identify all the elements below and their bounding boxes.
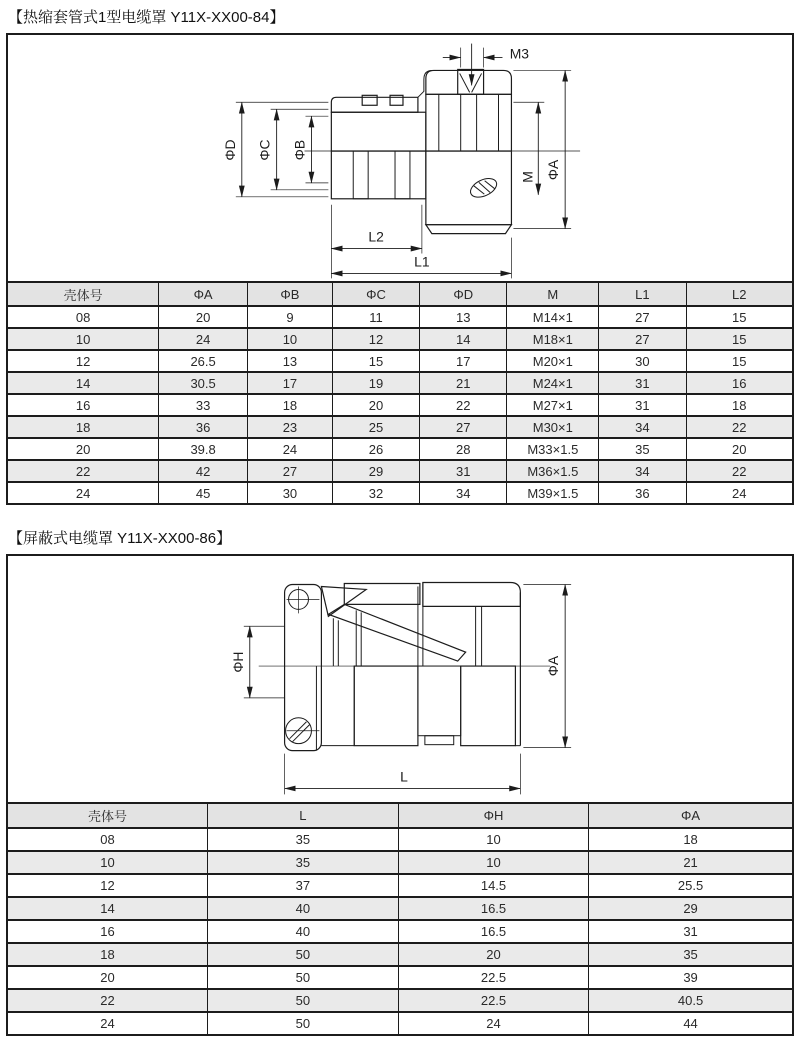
- table-row: [7, 851, 793, 874]
- cell: 21: [589, 851, 793, 874]
- cell: 40: [207, 897, 398, 920]
- cell: 13: [248, 350, 333, 372]
- cell: 21: [420, 372, 507, 394]
- cell: 15: [686, 306, 793, 328]
- cell: 35: [589, 943, 793, 966]
- cell: M27×1: [507, 394, 599, 416]
- header-row: [7, 803, 793, 828]
- rib-section-2: [461, 666, 516, 746]
- cell: 15: [686, 350, 793, 372]
- cell: 14: [7, 372, 159, 394]
- header-cell: ΦB: [248, 282, 333, 306]
- cell: 24: [686, 482, 793, 504]
- dimension-m3: [443, 44, 530, 86]
- cell: 24: [159, 328, 248, 350]
- table-row: [7, 482, 793, 504]
- l2-label: L2: [368, 228, 384, 245]
- cell: M30×1: [507, 416, 599, 438]
- cell: 10: [398, 828, 588, 851]
- technical-drawing-84-frame: [6, 33, 794, 283]
- table-row: [7, 306, 793, 328]
- dimension-l1: [331, 238, 511, 279]
- table-row: [7, 460, 793, 482]
- table-row: [7, 828, 793, 851]
- shell-size-table-86: [6, 802, 794, 1036]
- cell: M20×1: [507, 350, 599, 372]
- dimension-l2: [331, 205, 422, 279]
- cell: 14: [7, 897, 207, 920]
- table-row: [7, 372, 793, 394]
- cell: 18: [248, 394, 333, 416]
- cell: 19: [332, 372, 419, 394]
- cell: 39.8: [159, 438, 248, 460]
- m-label: M: [519, 171, 536, 183]
- cell: 33: [159, 394, 248, 416]
- table-row: [7, 416, 793, 438]
- header-cell: ΦH: [398, 803, 588, 828]
- seal-ring-mark: [468, 175, 500, 201]
- cell: 25.5: [589, 874, 793, 897]
- cell: 24: [7, 1012, 207, 1035]
- cell: 17: [248, 372, 333, 394]
- sleeve-body: [331, 70, 431, 198]
- table-row: [7, 874, 793, 897]
- cell: 12: [7, 874, 207, 897]
- cell: 34: [599, 416, 686, 438]
- cell: 24: [248, 438, 333, 460]
- header-cell: ΦA: [159, 282, 248, 306]
- cell: 14: [420, 328, 507, 350]
- cell: 13: [420, 306, 507, 328]
- l1-label: L1: [414, 253, 430, 270]
- cell: M39×1.5: [507, 482, 599, 504]
- table-row: [7, 328, 793, 350]
- phiB-label: ΦB: [291, 139, 308, 161]
- phiA-label: ΦA: [545, 655, 562, 677]
- cell: M24×1: [507, 372, 599, 394]
- cell: 11: [332, 306, 419, 328]
- cell: 24: [7, 482, 159, 504]
- cell: 26: [332, 438, 419, 460]
- header-cell: L: [207, 803, 398, 828]
- cell: 10: [398, 851, 588, 874]
- table-row: [7, 989, 793, 1012]
- cell: 15: [332, 350, 419, 372]
- rib-section-1: [354, 666, 418, 746]
- cell: 16: [7, 920, 207, 943]
- shell-size-table-84: [6, 281, 794, 505]
- table-row: [7, 920, 793, 943]
- table-row: [7, 350, 793, 372]
- cell: 20: [159, 306, 248, 328]
- cell: 31: [599, 372, 686, 394]
- cell: 37: [207, 874, 398, 897]
- cell: 31: [599, 394, 686, 416]
- header-cell: L2: [686, 282, 793, 306]
- cell: 20: [7, 966, 207, 989]
- cell: 18: [589, 828, 793, 851]
- cell: 20: [7, 438, 159, 460]
- table-row: [7, 394, 793, 416]
- header-cell: L1: [599, 282, 686, 306]
- cell: 16: [686, 372, 793, 394]
- cell: 28: [420, 438, 507, 460]
- cell: 30: [599, 350, 686, 372]
- cell: 42: [159, 460, 248, 482]
- dimension-phiA: [513, 70, 571, 228]
- cell: 50: [207, 943, 398, 966]
- cell: 36: [599, 482, 686, 504]
- clamp-body: [321, 666, 520, 746]
- dimension-m: [513, 102, 544, 195]
- cell: 36: [159, 416, 248, 438]
- cell: M14×1: [507, 306, 599, 328]
- cell: 27: [599, 306, 686, 328]
- technical-drawing-86-frame: [6, 554, 794, 804]
- l-label: L: [400, 768, 408, 785]
- header-cell: M: [507, 282, 599, 306]
- cell: 22: [686, 460, 793, 482]
- cell: 35: [207, 851, 398, 874]
- cell: 22: [686, 416, 793, 438]
- cell: 34: [420, 482, 507, 504]
- cell: 22: [7, 989, 207, 1012]
- table-row: [7, 966, 793, 989]
- m3-label: M3: [509, 45, 530, 62]
- cell: 23: [248, 416, 333, 438]
- cell: 22.5: [398, 989, 588, 1012]
- cell: 45: [159, 482, 248, 504]
- cell: 24: [398, 1012, 588, 1035]
- cell: 16: [7, 394, 159, 416]
- header-cell: ΦA: [589, 803, 793, 828]
- phiA-label: ΦA: [545, 159, 562, 181]
- cell: 44: [589, 1012, 793, 1035]
- cell: 18: [686, 394, 793, 416]
- dimension-phiH: [230, 626, 285, 698]
- cell: 50: [207, 1012, 398, 1035]
- section2-title: 【屏蔽式电缆罩 Y11X-XX00-86】: [8, 530, 232, 547]
- cell: 32: [332, 482, 419, 504]
- cell: 50: [207, 966, 398, 989]
- cell: 08: [7, 306, 159, 328]
- cell: 34: [599, 460, 686, 482]
- cell: 18: [7, 416, 159, 438]
- table-row: [7, 897, 793, 920]
- cell: 18: [7, 943, 207, 966]
- table-row: [7, 943, 793, 966]
- section1-title: 【热缩套管式1型电缆罩 Y11X-XX00-84】: [8, 9, 285, 26]
- cell: 29: [332, 460, 419, 482]
- cell: 14.5: [398, 874, 588, 897]
- cell: 31: [420, 460, 507, 482]
- cell: 16.5: [398, 897, 588, 920]
- cell: 30: [248, 482, 333, 504]
- cell: 27: [248, 460, 333, 482]
- cell: 40.5: [589, 989, 793, 1012]
- cell: 31: [589, 920, 793, 943]
- dimension-l: [285, 754, 521, 795]
- cell: 17: [420, 350, 507, 372]
- cell: 35: [599, 438, 686, 460]
- technical-drawing-84: [8, 35, 792, 281]
- knurl-section: [426, 151, 512, 225]
- cell: M33×1.5: [507, 438, 599, 460]
- cell: 12: [332, 328, 419, 350]
- cell: 20: [398, 943, 588, 966]
- cell: 29: [589, 897, 793, 920]
- cell: M36×1.5: [507, 460, 599, 482]
- coupling-nut: [426, 69, 512, 233]
- header-row: [7, 282, 793, 306]
- cell: 30.5: [159, 372, 248, 394]
- header-cell: ΦD: [420, 282, 507, 306]
- header-cell: ΦC: [332, 282, 419, 306]
- cell: 27: [599, 328, 686, 350]
- cell: 22: [7, 460, 159, 482]
- header-cell: 壳体号: [7, 803, 207, 828]
- cell: 25: [332, 416, 419, 438]
- shield-body: [321, 582, 520, 745]
- cell: 10: [7, 328, 159, 350]
- cell: 10: [248, 328, 333, 350]
- cell: 9: [248, 306, 333, 328]
- cell: M18×1: [507, 328, 599, 350]
- cell: 15: [686, 328, 793, 350]
- phiD-label: ΦD: [221, 139, 238, 161]
- cell: 40: [207, 920, 398, 943]
- phiC-label: ΦC: [256, 139, 273, 161]
- cell: 35: [207, 828, 398, 851]
- technical-drawing-86: [8, 556, 792, 802]
- cell: 16.5: [398, 920, 588, 943]
- cell: 12: [7, 350, 159, 372]
- cell: 39: [589, 966, 793, 989]
- phiH-label: ΦH: [229, 651, 246, 673]
- cell: 50: [207, 989, 398, 1012]
- cell: 27: [420, 416, 507, 438]
- cell: 20: [686, 438, 793, 460]
- dimension-phiB: [291, 116, 328, 183]
- cell: 22: [420, 394, 507, 416]
- cell: 20: [332, 394, 419, 416]
- cell: 22.5: [398, 966, 588, 989]
- cell: 26.5: [159, 350, 248, 372]
- header-cell: 壳体号: [7, 282, 159, 306]
- table-row: [7, 1012, 793, 1035]
- flange: [285, 584, 322, 750]
- cell: 10: [7, 851, 207, 874]
- cell: 08: [7, 828, 207, 851]
- table-row: [7, 438, 793, 460]
